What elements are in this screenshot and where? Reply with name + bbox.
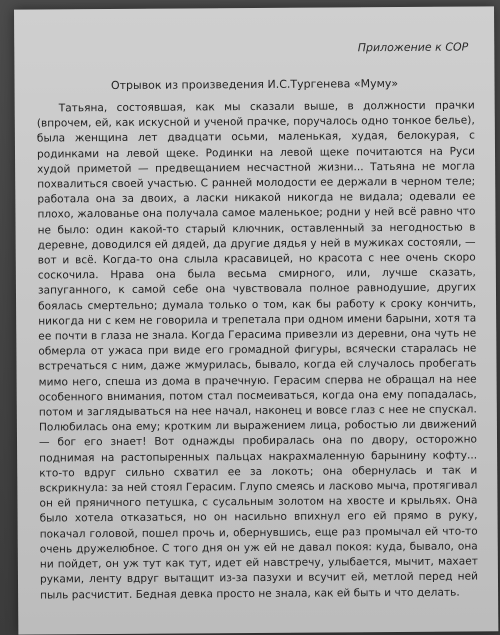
document-title: Отрывок из произведения И.С.Тургенева «Муму»	[110, 76, 399, 93]
paper-sheet	[14, 6, 498, 634]
appendix-label: Приложение к СОР	[357, 40, 469, 55]
excerpt-paragraph: Татьяна, состоявшая, как мы сказали выше, в должности прачки (впрочем, ей, как искусной и ученой прачке, поручалось одно тонкое белье), была женщина лет двадцати осьми, маленькая, худая, белокурая, с родинками на левой щеке. Родинки на левой щеке почитаются на Руси худой приметой — предвещанием несчастной жизни... Татьяна не могла похвалиться своей участью. С ранней молодости ее держали в черном теле; работала она за двоих, а ласки никакой никогда не видала; одевали ее плохо, жалованье она получала самое маленькое; родни у ней всё равно что не было: один какой-то старый ключник, оставленный за негодностью в деревне, доводился ей дядей, да другие дядья у ней в мужиках состояли, — вот и всё. Когда-то она слыла красавицей, но красота с нее очень скоро соскочила. Нрава она была весьма смирного, или, лучше сказать, запуганного, к самой себе она чувствовала полное равнодушие, других боялась смертельно; думала только о том, как бы работу к сроку кончить, никогда ни с кем не говорила и трепетала при одном имени барыни, хотя та ее почти в глаза не знала. Когда Герасима привезли из деревни, она чуть не обмерла от ужаса при виде его громадной фигуры, всячески старалась не встречаться с ним, даже жмурилась, бывало, когда ей случалось пробегать мимо него, спеша из дома в прачечную. Герасим сперва не обращал на нее особенного внимания, потом стал посмеиваться, когда она ему попадалась, потом и заглядываться на нее начал, наконец и вовсе глаз с нее не спускал. Полюбилась она ему; кротким ли выражением лица, робостью ли движений — бог его знает! Вот однажды пробиралась она по двору, осторожно поднимая на растопыренных пальцах накрахмаленную барынину кофту... кто-то вдруг сильно схватил ее за локоть; она обернулась и так и вскрикнула: за ней стоял Герасим. Глупо смеясь и ласково мыча, протягивал он ей пряничного петушка, с сусальным золотом на хвосте и крыльях. Она было хотела отказаться, но он насильно впихнул его ей прямо в руку, покачал головой, пошел прочь и, обернувшись, еще раз промычал ей что-то очень дружелюбное. С того дня он уж ей не давал покоя: куда, бывало, она ни пойдет, он уж тут как тут, идет ей навстречу, улыбается, мычит, махает руками, ленту вдруг вытащит из-за пазухи и всучит ей, метлой перед ней пыль расчистит. Бедная девка просто не знала, как ей быть и что делать.	[36, 99, 479, 602]
